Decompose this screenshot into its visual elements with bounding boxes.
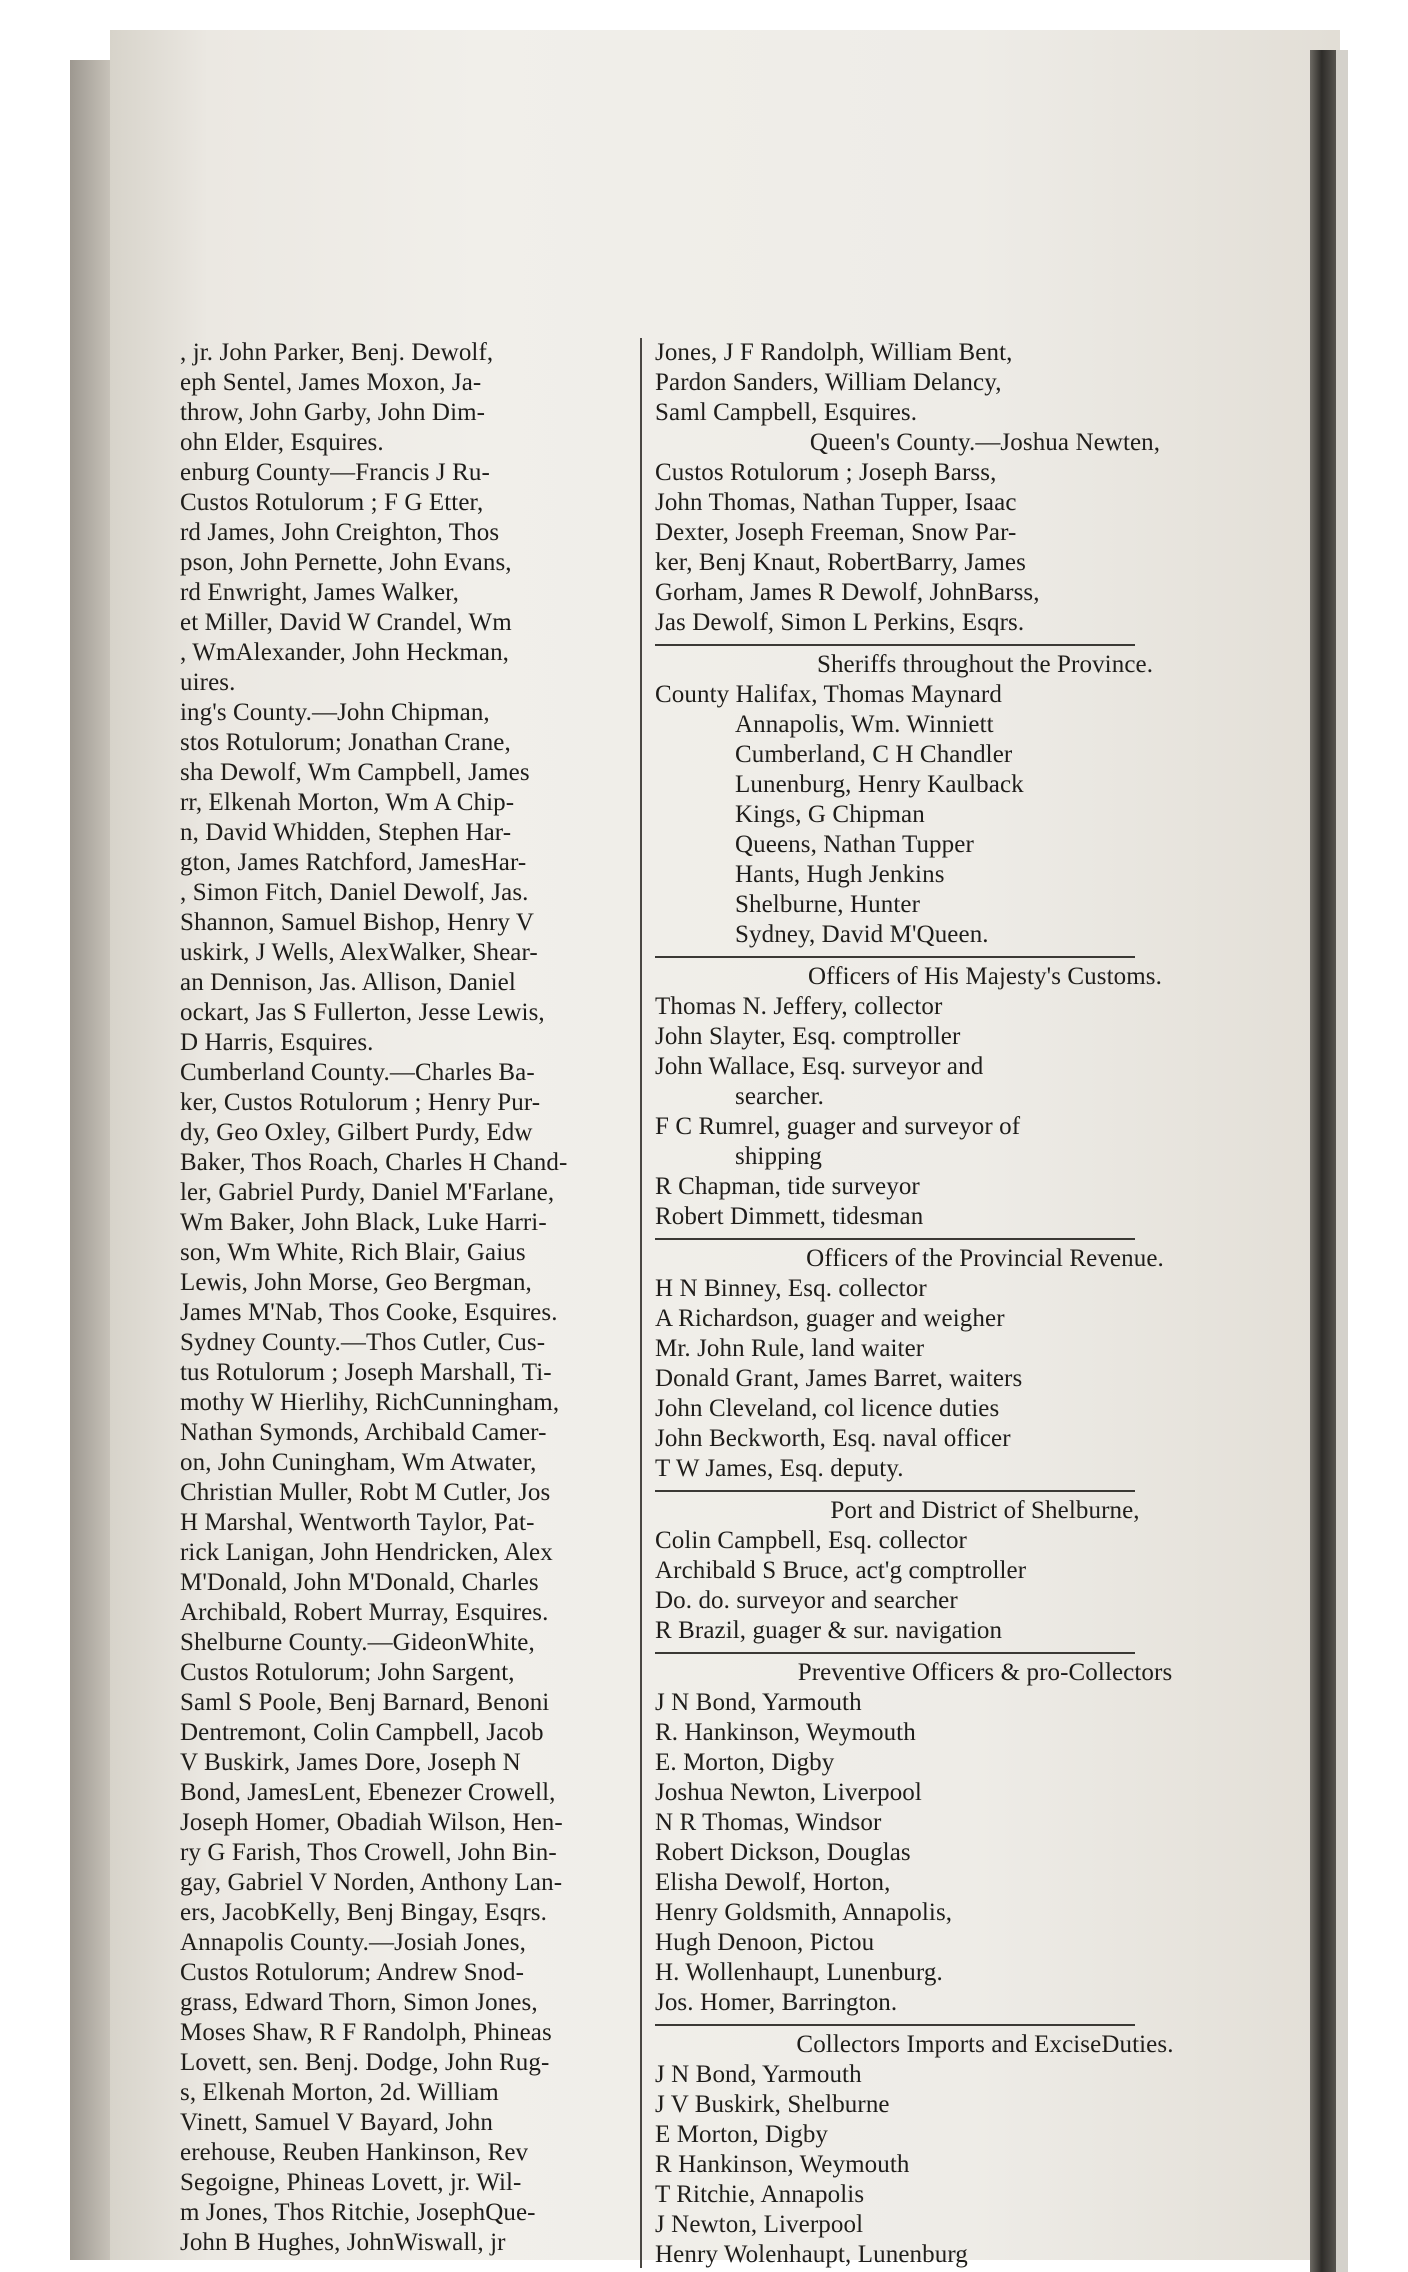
left-column bbox=[180, 338, 630, 2258]
text-line: stos Rotulorum; Jonathan Crane, bbox=[180, 729, 511, 756]
text-line: Sydney County.—Thos Cutler, Cus- bbox=[180, 1329, 546, 1356]
text-line: Dexter, Joseph Freeman, Snow Par- bbox=[655, 519, 1017, 546]
text-line: V Buskirk, James Dore, Joseph N bbox=[180, 1749, 521, 1776]
text-line: N R Thomas, Windsor bbox=[655, 1809, 882, 1836]
text-line: Henry Wolenhaupt, Lunenburg bbox=[655, 2241, 968, 2268]
text-line: E Morton, Digby bbox=[655, 2121, 829, 2148]
text-line: enburg County—Francis J Ru- bbox=[180, 459, 490, 486]
column-divider bbox=[640, 338, 642, 2268]
text-line: Jos. Homer, Barrington. bbox=[655, 1989, 898, 2016]
text-line: Mr. John Rule, land waiter bbox=[655, 1335, 925, 1362]
text-line: , Simon Fitch, Daniel Dewolf, Jas. bbox=[180, 879, 529, 906]
text-line: Custos Rotulorum; Andrew Snod- bbox=[180, 1959, 524, 1986]
text-line: Jas Dewolf, Simon L Perkins, Esqrs. bbox=[655, 609, 1025, 636]
text-line: an Dennison, Jas. Allison, Daniel bbox=[180, 969, 516, 996]
text-line: ers, JacobKelly, Benj Bingay, Esqrs. bbox=[180, 1899, 547, 1926]
text-line: Gorham, James R Dewolf, JohnBarss, bbox=[655, 579, 1040, 606]
text-line: Wm Baker, John Black, Luke Harri- bbox=[180, 1209, 547, 1236]
section-heading: Collectors Imports and ExciseDuties. bbox=[796, 2031, 1174, 2058]
section-heading: Preventive Officers & pro-Collectors bbox=[797, 1659, 1173, 1686]
text-line: Thomas N. Jeffery, collector bbox=[655, 993, 943, 1020]
text-line: gton, James Ratchford, JamesHar- bbox=[180, 849, 527, 876]
text-line: H N Binney, Esq. collector bbox=[655, 1275, 927, 1302]
text-line: uires. bbox=[180, 669, 236, 696]
section-heading: Officers of His Majesty's Customs. bbox=[808, 963, 1162, 990]
text-line: H Marshal, Wentworth Taylor, Pat- bbox=[180, 1509, 535, 1536]
text-line: sha Dewolf, Wm Campbell, James bbox=[180, 759, 530, 786]
section-rule bbox=[655, 644, 1135, 646]
right-column bbox=[655, 338, 1315, 2270]
text-line: Queens, Nathan Tupper bbox=[735, 831, 974, 858]
text-line: pson, John Pernette, John Evans, bbox=[180, 549, 512, 576]
text-line: John Wallace, Esq. surveyor and bbox=[655, 1053, 984, 1080]
text-line: rd James, John Creighton, Thos bbox=[180, 519, 500, 546]
text-line: m Jones, Thos Ritchie, JosephQue- bbox=[180, 2199, 536, 2226]
text-line: Henry Goldsmith, Annapolis, bbox=[655, 1899, 953, 1926]
text-line: gay, Gabriel V Norden, Anthony Lan- bbox=[180, 1869, 563, 1896]
text-line: T W James, Esq. deputy. bbox=[655, 1455, 904, 1482]
text-line: Dentremont, Colin Campbell, Jacob bbox=[180, 1719, 544, 1746]
text-line: J Newton, Liverpool bbox=[655, 2211, 864, 2238]
text-line: shipping bbox=[735, 1143, 822, 1170]
section-heading: Queen's County.—Joshua Newten, bbox=[809, 429, 1161, 456]
text-line: ker, Custos Rotulorum ; Henry Pur- bbox=[180, 1089, 541, 1116]
text-line: s, Elkenah Morton, 2d. William bbox=[180, 2079, 499, 2106]
section-rule bbox=[655, 1652, 1135, 1654]
text-line: Custos Rotulorum ; Joseph Barss, bbox=[655, 459, 997, 486]
text-line: , jr. John Parker, Benj. Dewolf, bbox=[180, 339, 494, 366]
text-line: H. Wollenhaupt, Lunenburg. bbox=[655, 1959, 943, 1986]
text-line: Nathan Symonds, Archibald Camer- bbox=[180, 1419, 547, 1446]
text-line: Baker, Thos Roach, Charles H Chand- bbox=[180, 1149, 568, 1176]
text-line: erehouse, Reuben Hankinson, Rev bbox=[180, 2139, 529, 2166]
text-line: Custos Rotulorum ; F G Etter, bbox=[180, 489, 484, 516]
text-line: Robert Dimmett, tidesman bbox=[655, 1203, 924, 1230]
text-line: R. Hankinson, Weymouth bbox=[655, 1719, 916, 1746]
text-line: mothy W Hierlihy, RichCunningham, bbox=[180, 1389, 560, 1416]
section-heading: Port and District of Shelburne, bbox=[830, 1497, 1140, 1524]
text-line: tus Rotulorum ; Joseph Marshall, Ti- bbox=[180, 1359, 552, 1386]
text-line: M'Donald, John M'Donald, Charles bbox=[180, 1569, 539, 1596]
page-edge bbox=[1336, 50, 1348, 2272]
text-line: son, Wm White, Rich Blair, Gaius bbox=[180, 1239, 526, 1266]
text-line: R Hankinson, Weymouth bbox=[655, 2151, 910, 2178]
section-rule bbox=[655, 1238, 1135, 1240]
section-rule bbox=[655, 2024, 1135, 2026]
text-line: Donald Grant, James Barret, waiters bbox=[655, 1365, 1023, 1392]
text-line: Segoigne, Phineas Lovett, jr. Wil- bbox=[180, 2169, 522, 2196]
text-line: Archibald S Bruce, act'g comptroller bbox=[655, 1557, 1027, 1584]
section-heading: Sheriffs throughout the Province. bbox=[816, 651, 1154, 678]
text-line: Joseph Homer, Obadiah Wilson, Hen- bbox=[180, 1809, 563, 1836]
text-line: J N Bond, Yarmouth bbox=[655, 2061, 862, 2088]
text-line: grass, Edward Thorn, Simon Jones, bbox=[180, 1989, 538, 2016]
text-line: Shelburne, Hunter bbox=[735, 891, 920, 918]
text-line: on, John Cuningham, Wm Atwater, bbox=[180, 1449, 537, 1476]
text-line: Lewis, John Morse, Geo Bergman, bbox=[180, 1269, 532, 1296]
text-line: n, David Whidden, Stephen Har- bbox=[180, 819, 512, 846]
text-line: Bond, JamesLent, Ebenezer Crowell, bbox=[180, 1779, 556, 1806]
text-line: Saml Campbell, Esquires. bbox=[655, 399, 918, 426]
document-text bbox=[180, 338, 1230, 2268]
text-line: dy, Geo Oxley, Gilbert Purdy, Edw bbox=[180, 1119, 533, 1146]
text-line: Robert Dickson, Douglas bbox=[655, 1839, 911, 1866]
text-line: rr, Elkenah Morton, Wm A Chip- bbox=[180, 789, 515, 816]
text-line: searcher. bbox=[735, 1083, 825, 1110]
text-line: F C Rumrel, guager and surveyor of bbox=[655, 1113, 1021, 1140]
text-line: R Chapman, tide surveyor bbox=[655, 1173, 920, 1200]
text-line: ry G Farish, Thos Crowell, John Bin- bbox=[180, 1839, 557, 1866]
text-line: Jones, J F Randolph, William Bent, bbox=[655, 339, 1013, 366]
text-line: Custos Rotulorum; John Sargent, bbox=[180, 1659, 515, 1686]
text-line: Archibald, Robert Murray, Esquires. bbox=[180, 1599, 549, 1626]
text-line: County Halifax, Thomas Maynard bbox=[655, 681, 1002, 708]
text-line: Annapolis, Wm. Winniett bbox=[735, 711, 994, 738]
text-line: Saml S Poole, Benj Barnard, Benoni bbox=[180, 1689, 550, 1716]
text-line: Moses Shaw, R F Randolph, Phineas bbox=[180, 2019, 552, 2046]
text-line: Cumberland, C H Chandler bbox=[735, 741, 1013, 768]
text-line: R Brazil, guager & sur. navigation bbox=[655, 1617, 1003, 1644]
text-line: Hants, Hugh Jenkins bbox=[735, 861, 945, 888]
text-line: et Miller, David W Crandel, Wm bbox=[180, 609, 512, 636]
text-line: John Beckworth, Esq. naval officer bbox=[655, 1425, 1011, 1452]
text-line: Lovett, sen. Benj. Dodge, John Rug- bbox=[180, 2049, 550, 2076]
text-line: Christian Muller, Robt M Cutler, Jos bbox=[180, 1479, 551, 1506]
text-line: , WmAlexander, John Heckman, bbox=[180, 639, 510, 666]
text-line: Pardon Sanders, William Delancy, bbox=[655, 369, 1002, 396]
text-line: T Ritchie, Annapolis bbox=[655, 2181, 865, 2208]
text-line: Shelburne County.—GideonWhite, bbox=[180, 1629, 535, 1656]
section-rule bbox=[655, 956, 1135, 958]
text-line: Do. do. surveyor and searcher bbox=[655, 1587, 958, 1614]
text-line: Shannon, Samuel Bishop, Henry V bbox=[180, 909, 535, 936]
text-line: John Slayter, Esq. comptroller bbox=[655, 1023, 961, 1050]
text-line: John Cleveland, col licence duties bbox=[655, 1395, 1000, 1422]
text-line: J N Bond, Yarmouth bbox=[655, 1689, 862, 1716]
text-line: Annapolis County.—Josiah Jones, bbox=[180, 1929, 526, 1956]
text-line: J V Buskirk, Shelburne bbox=[655, 2091, 890, 2118]
text-line: Hugh Denoon, Pictou bbox=[655, 1929, 875, 1956]
text-line: uskirk, J Wells, AlexWalker, Shear- bbox=[180, 939, 538, 966]
text-line: D Harris, Esquires. bbox=[180, 1029, 374, 1056]
text-line: John Thomas, Nathan Tupper, Isaac bbox=[655, 489, 1017, 516]
text-line: ockart, Jas S Fullerton, Jesse Lewis, bbox=[180, 999, 545, 1026]
text-line: E. Morton, Digby bbox=[655, 1749, 835, 1776]
text-line: A Richardson, guager and weigher bbox=[655, 1305, 1005, 1332]
text-line: John B Hughes, JohnWiswall, jr bbox=[180, 2229, 506, 2256]
text-line: Sydney, David M'Queen. bbox=[735, 921, 989, 948]
text-line: eph Sentel, James Moxon, Ja- bbox=[180, 369, 482, 396]
text-line: Vinett, Samuel V Bayard, John bbox=[180, 2109, 493, 2136]
text-line: Joshua Newton, Liverpool bbox=[655, 1779, 922, 1806]
text-line: ohn Elder, Esquires. bbox=[180, 429, 384, 456]
text-line: ler, Gabriel Purdy, Daniel M'Farlane, bbox=[180, 1179, 555, 1206]
text-line: throw, John Garby, John Dim- bbox=[180, 399, 486, 426]
section-rule bbox=[655, 1490, 1135, 1492]
text-line: ker, Benj Knaut, RobertBarry, James bbox=[655, 549, 1026, 576]
text-line: Colin Campbell, Esq. collector bbox=[655, 1527, 967, 1554]
text-line: ing's County.—John Chipman, bbox=[180, 699, 490, 726]
text-line: Lunenburg, Henry Kaulback bbox=[735, 771, 1024, 798]
section-heading: Officers of the Provincial Revenue. bbox=[806, 1245, 1164, 1272]
text-line: rd Enwright, James Walker, bbox=[180, 579, 459, 606]
text-line: rick Lanigan, John Hendricken, Alex bbox=[180, 1539, 553, 1566]
text-line: Elisha Dewolf, Horton, bbox=[655, 1869, 891, 1896]
text-line: Kings, G Chipman bbox=[735, 801, 925, 828]
text-line: Cumberland County.—Charles Ba- bbox=[180, 1059, 535, 1086]
text-line: James M'Nab, Thos Cooke, Esquires. bbox=[180, 1299, 558, 1326]
